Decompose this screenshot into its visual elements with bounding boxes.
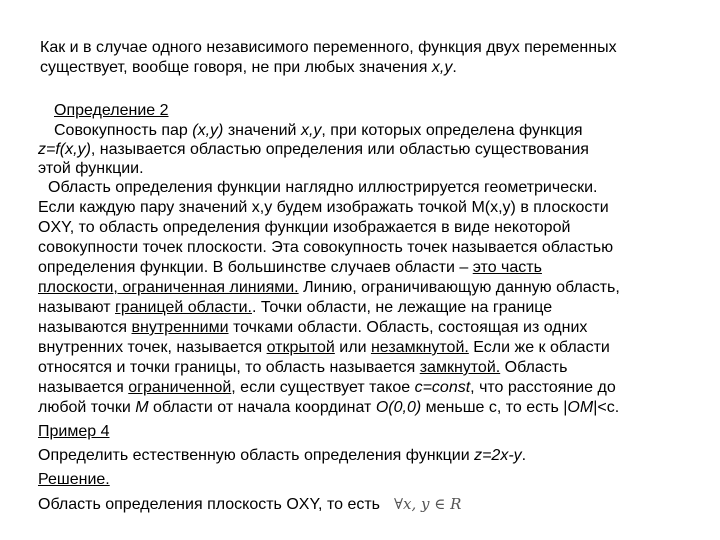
- paragraph-text: называется: [38, 379, 129, 396]
- underlined-term: замкнутой.: [419, 359, 501, 376]
- paragraph-text: , если существует такое: [231, 379, 415, 396]
- origin-point: O(0,0): [375, 399, 422, 416]
- underlined-term: ограниченной: [128, 379, 232, 396]
- underlined-term: незамкнутой.: [370, 339, 469, 356]
- paragraph-line-2: Если каждую пару значений x,y будем изображать точкой M(x,y) в плоскости: [38, 199, 609, 216]
- paragraph-text: любой точки: [38, 399, 136, 416]
- example-task: [38, 446, 710, 466]
- underlined-term: границей области.: [115, 299, 252, 316]
- example-function: z=2x-y: [474, 447, 522, 464]
- solution-text: Область определения плоскость OXY, то есть: [38, 496, 380, 513]
- forall-formula: ∀x, y ∈ R: [394, 495, 462, 513]
- definition-heading-text: Определение 2: [54, 102, 169, 119]
- paragraph-text: называются: [38, 319, 132, 336]
- definition-line-1: [38, 121, 710, 140]
- paragraph-text: , что расстояние до: [470, 379, 616, 396]
- intro-line-1: Как и в случае одного независимого переменного, функция двух переменных: [40, 39, 617, 56]
- definition-text: значений: [223, 122, 301, 139]
- paragraph-text: области от начала координат: [148, 399, 376, 416]
- paragraph-line-12: [38, 398, 710, 418]
- segment-variable: OM: [567, 399, 594, 416]
- definition-line-2: [38, 140, 710, 159]
- point-variable: M: [135, 399, 149, 416]
- paragraph-text: Область: [500, 359, 568, 376]
- main-content: [38, 101, 710, 514]
- paragraph-text: . Точки области, не лежащие на границе: [252, 299, 553, 316]
- paragraph-line-3: OXY, то область определения функции изображается в виде некоторой: [38, 219, 571, 236]
- definition-heading: [38, 101, 710, 121]
- intro-variables: x,y: [431, 59, 453, 76]
- underlined-term: плоскости, ограниченная линиями.: [38, 279, 299, 296]
- example-heading: [38, 422, 710, 442]
- paragraph-line-4: совокупности точек плоскости. Эта совокупность точек называется областью: [38, 239, 614, 256]
- paragraph-text: внутренних точек, называется: [38, 339, 267, 356]
- paragraph-text: точками области. Область, состоящая из одних: [228, 319, 588, 336]
- underlined-term: открытой: [266, 339, 335, 356]
- paragraph-text: или: [334, 339, 371, 356]
- paragraph-text: Если же к области: [468, 339, 610, 356]
- paragraph-line-11: [38, 378, 710, 398]
- paragraph-text: меньше c, то есть |: [421, 399, 568, 416]
- definition-vars: x,y: [300, 122, 322, 139]
- paragraph-line-5: [38, 258, 710, 278]
- intro-line-2: [40, 58, 710, 78]
- intro-period: .: [452, 59, 457, 76]
- paragraph-line-9: [38, 338, 710, 358]
- intro-text: существует, вообще говоря, не при любых значения: [40, 59, 432, 76]
- definition-line-3: этой функции.: [38, 160, 144, 177]
- solution-heading: [38, 470, 710, 490]
- definition-text: , называется областью определения или областью существования: [90, 141, 589, 158]
- definition-function: z=f(x,y): [38, 141, 91, 158]
- paragraph-line-8: [38, 318, 710, 338]
- example-heading-text: Пример 4: [38, 423, 110, 440]
- underlined-term: это часть: [472, 259, 542, 276]
- paragraph-line-6: [38, 278, 710, 298]
- paragraph-text: |<c.: [593, 399, 620, 416]
- paragraph-text: относятся и точки границы, то область называется: [38, 359, 420, 376]
- solution-heading-text: Решение.: [38, 471, 110, 488]
- solution-line: [38, 494, 710, 514]
- example-text: Определить естественную область определения функции: [38, 447, 475, 464]
- definition-text: Совокупность пар: [54, 122, 193, 139]
- constant-expression: c=const: [414, 379, 471, 396]
- paragraph-line-10: [38, 358, 710, 378]
- paragraph-line-7: [38, 298, 710, 318]
- definition-pair: (x,y): [192, 122, 224, 139]
- intro-paragraph: [40, 38, 710, 78]
- paragraph-text: определения функции. В большинстве случаев области –: [38, 259, 473, 276]
- paragraph-line-1: Область определения функции наглядно иллюстрируется геометрически.: [48, 179, 598, 196]
- underlined-term: внутренними: [131, 319, 229, 336]
- paragraph-text: называют: [38, 299, 116, 316]
- example-text: .: [521, 447, 527, 464]
- paragraph-text: Линию, ограничивающую данную область,: [298, 279, 620, 296]
- definition-text: , при которых определена функция: [321, 122, 583, 139]
